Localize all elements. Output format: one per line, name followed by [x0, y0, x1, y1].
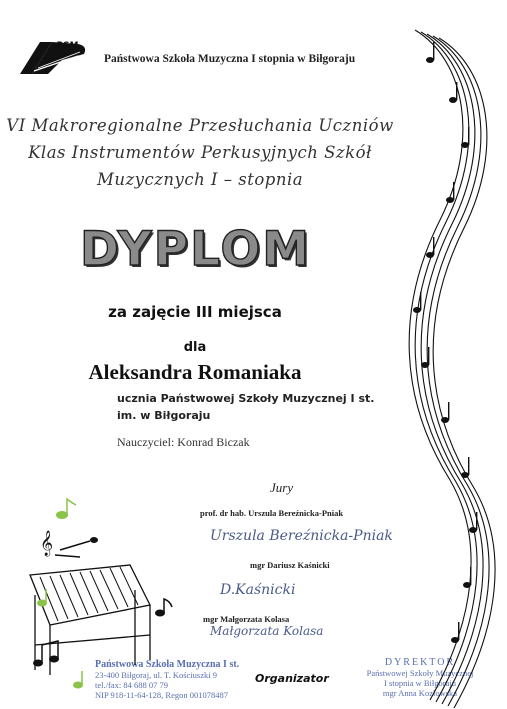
for-label: dla [183, 340, 207, 355]
stamp-right-name: mgr Anna Kozłowska [382, 688, 458, 698]
jury-member-1: prof. dr hab. Urszula Bereźnicka-Pniak [200, 508, 344, 518]
signature-3: Małgorzata Kolasa [210, 624, 324, 638]
event-title-line1: VI Makroregionalne Przesłuchania Uczniów [6, 116, 394, 135]
signature-1: Urszula Bereźnicka-Pniak [210, 528, 393, 544]
header [18, 38, 398, 78]
logo-text: PSM [56, 41, 79, 51]
event-title-line2: Klas Instrumentów Perkusyjnych Szkół [28, 143, 372, 162]
stamp-right-line1: Państwowej Szkoły Muzycznej [366, 668, 474, 678]
jury-member-3: mgr Małgorzata Kolasa [203, 614, 290, 624]
music-staff-decoration-icon [355, 20, 505, 709]
jury-label: Jury [270, 480, 294, 495]
pupil-line2: im. w Biłgoraju [117, 409, 211, 422]
place-text: za zajęcie III miejsca [108, 303, 282, 321]
stamp-right-title: DYREKTOR [384, 657, 456, 668]
signature-2: D.Kaśnicki [220, 582, 296, 598]
stamp-right-line2: I stopnia w Biłgoraju [383, 678, 456, 688]
stamp-left-address: 23-400 Biłgoraj, ul. T. Kościuszki 9 [95, 670, 217, 680]
recipient-name: Aleksandra Romaniaka [88, 360, 302, 384]
stamp-left-ids: NIP 918-11-64-128, Regon 001078487 [95, 690, 228, 700]
xylophone-decoration-icon [10, 495, 190, 705]
stamp-left-title: Państwowa Szkoła Muzyczna I st. [95, 659, 240, 670]
diploma-title: DYPLOM [80, 222, 312, 277]
organizer-label: Organizator [255, 672, 329, 685]
jury-member-2: mgr Dariusz Kaśnicki [250, 560, 330, 570]
event-title [0, 112, 400, 193]
school-name: Państwowa Szkoła Muzyczna I stopnia w Biłgoraju [104, 53, 356, 65]
pupil-line1: ucznia Państwowej Szkoły Muzycznej I st. [117, 392, 375, 405]
stamp-left-phone: tel./fax: 84 688 07 79 [95, 680, 168, 690]
event-title-line3: Muzycznych I – stopnia [96, 170, 304, 189]
teacher-line: Nauczyciel: Konrad Biczak [117, 435, 250, 449]
psm-logo-icon [18, 38, 90, 76]
svg-text:𝄞: 𝄞 [40, 531, 54, 556]
